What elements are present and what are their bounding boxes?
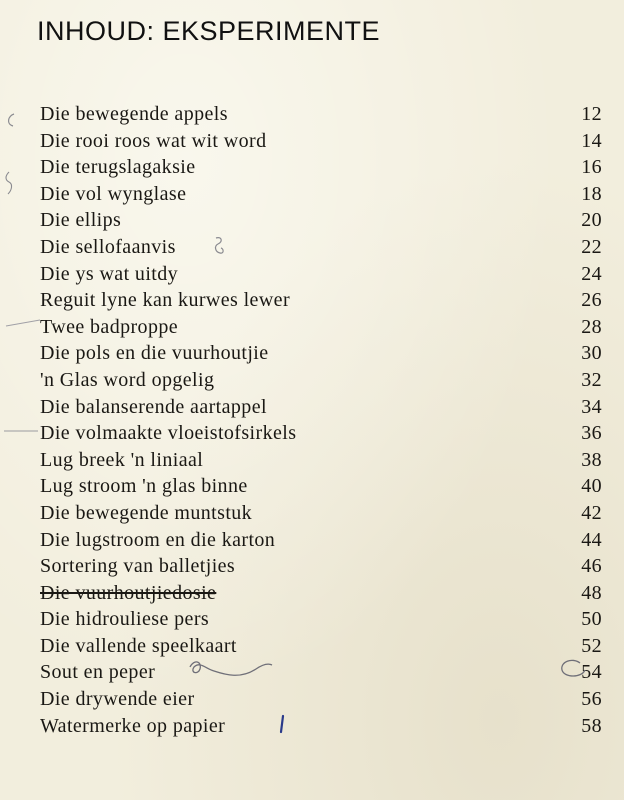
toc-entry-page: 24 <box>581 262 602 285</box>
margin-pencil-mark-icon <box>2 170 16 198</box>
table-of-contents <box>40 103 602 741</box>
toc-entry <box>40 209 602 236</box>
toc-entry-page: 58 <box>581 714 602 737</box>
toc-entry-page: 44 <box>581 528 602 551</box>
toc-entry-page: 50 <box>581 608 602 631</box>
toc-entry <box>40 449 602 476</box>
toc-entry-label: Die bewegende muntstuk <box>40 501 253 524</box>
toc-entry <box>40 635 602 662</box>
toc-entry <box>40 555 602 582</box>
margin-pencil-dash-icon <box>4 318 44 328</box>
toc-entry-page: 46 <box>581 555 602 578</box>
toc-entry-label: Die terugslagaksie <box>40 156 196 179</box>
toc-entry-label: Lug breek 'n liniaal <box>40 448 204 471</box>
toc-entry-page: 38 <box>581 448 602 471</box>
toc-entry-page <box>572 661 602 684</box>
toc-entry-page: 28 <box>581 315 602 338</box>
toc-entry-page: 22 <box>581 235 602 258</box>
margin-pencil-dash-icon <box>2 428 42 434</box>
toc-entry-label: Die vol wynglase <box>40 182 187 205</box>
toc-entry <box>40 236 602 263</box>
toc-entry-page: 32 <box>581 368 602 391</box>
toc-entry <box>40 156 602 183</box>
toc-entry <box>40 342 602 369</box>
toc-entry-page: 18 <box>581 182 602 205</box>
toc-entry <box>40 316 602 343</box>
toc-entry <box>40 263 602 290</box>
toc-entry <box>40 103 602 130</box>
toc-entry-label: Die rooi roos wat wit word <box>40 129 267 152</box>
toc-entry-label: Die pols en die vuurhoutjie <box>40 342 269 365</box>
toc-entry-label: 'n Glas word opgelig <box>40 368 215 391</box>
toc-entry-label-wrap <box>40 715 225 738</box>
toc-entry-label: Die vuurhoutjiedosie <box>40 581 217 604</box>
toc-entry <box>40 289 602 316</box>
toc-entry-page: 12 <box>581 103 602 125</box>
toc-entry-label: Die ellips <box>40 209 122 232</box>
toc-entry <box>40 582 602 609</box>
toc-entry <box>40 422 602 449</box>
toc-entry <box>40 529 602 556</box>
toc-entry <box>40 183 602 210</box>
pen-tick-icon <box>278 714 286 736</box>
toc-entry-label: Twee badproppe <box>40 315 179 338</box>
toc-entry-label: Die balanserende aartappel <box>40 395 267 418</box>
toc-entry-page: 36 <box>581 422 602 445</box>
toc-entry-label: Die lugstroom en die karton <box>40 528 276 551</box>
toc-entry-label-wrap <box>40 661 155 684</box>
page-title: INHOUD: EKSPERIMENTE <box>37 16 381 46</box>
toc-entry-label-wrap <box>40 236 176 259</box>
toc-entry-page: 26 <box>581 289 602 312</box>
toc-entry-label: Sortering van balletjies <box>40 555 236 578</box>
toc-entry-page: 56 <box>581 688 602 711</box>
toc-entry-label: Die hidrouliese pers <box>40 608 210 631</box>
toc-entry-label: Die volmaakte vloeistofsirkels <box>40 422 297 445</box>
toc-entry-page: 40 <box>581 475 602 498</box>
toc-entry-label: Reguit lyne kan kurwes lewer <box>40 289 291 312</box>
toc-entry-page: 34 <box>581 395 602 418</box>
pencil-scribble-icon <box>212 234 226 256</box>
toc-entry <box>40 130 602 157</box>
toc-entry <box>40 661 602 688</box>
toc-entry <box>40 688 602 715</box>
toc-entry-label: Sout en peper <box>40 661 156 684</box>
toc-entry-page: 48 <box>581 581 602 604</box>
toc-entry <box>40 715 602 742</box>
toc-entry-label: Die sellofaanvis <box>40 235 176 258</box>
toc-entry-page-number: 54 <box>581 661 602 684</box>
toc-entry-label: Lug stroom 'n glas binne <box>40 475 248 498</box>
toc-entry-label: Die vallende speelkaart <box>40 634 237 657</box>
toc-entry-label: Watermerke op papier <box>40 714 226 737</box>
toc-entry <box>40 475 602 502</box>
toc-entry-page: 20 <box>581 209 602 232</box>
toc-entry <box>40 502 602 529</box>
toc-entry-page: 52 <box>581 634 602 657</box>
toc-entry <box>40 396 602 423</box>
toc-entry-page: 14 <box>581 129 602 152</box>
pencil-squiggle-icon <box>186 657 276 685</box>
toc-entry-label: Die bewegende appels <box>40 103 228 125</box>
toc-entry-label: Die drywende eier <box>40 688 195 711</box>
toc-entry <box>40 369 602 396</box>
toc-entry <box>40 608 602 635</box>
toc-entry-page: 30 <box>581 342 602 365</box>
toc-entry-page: 16 <box>581 156 602 179</box>
margin-pencil-mark-icon <box>4 110 18 132</box>
toc-entry-page: 42 <box>581 501 602 524</box>
toc-entry-label: Die ys wat uitdy <box>40 262 179 285</box>
